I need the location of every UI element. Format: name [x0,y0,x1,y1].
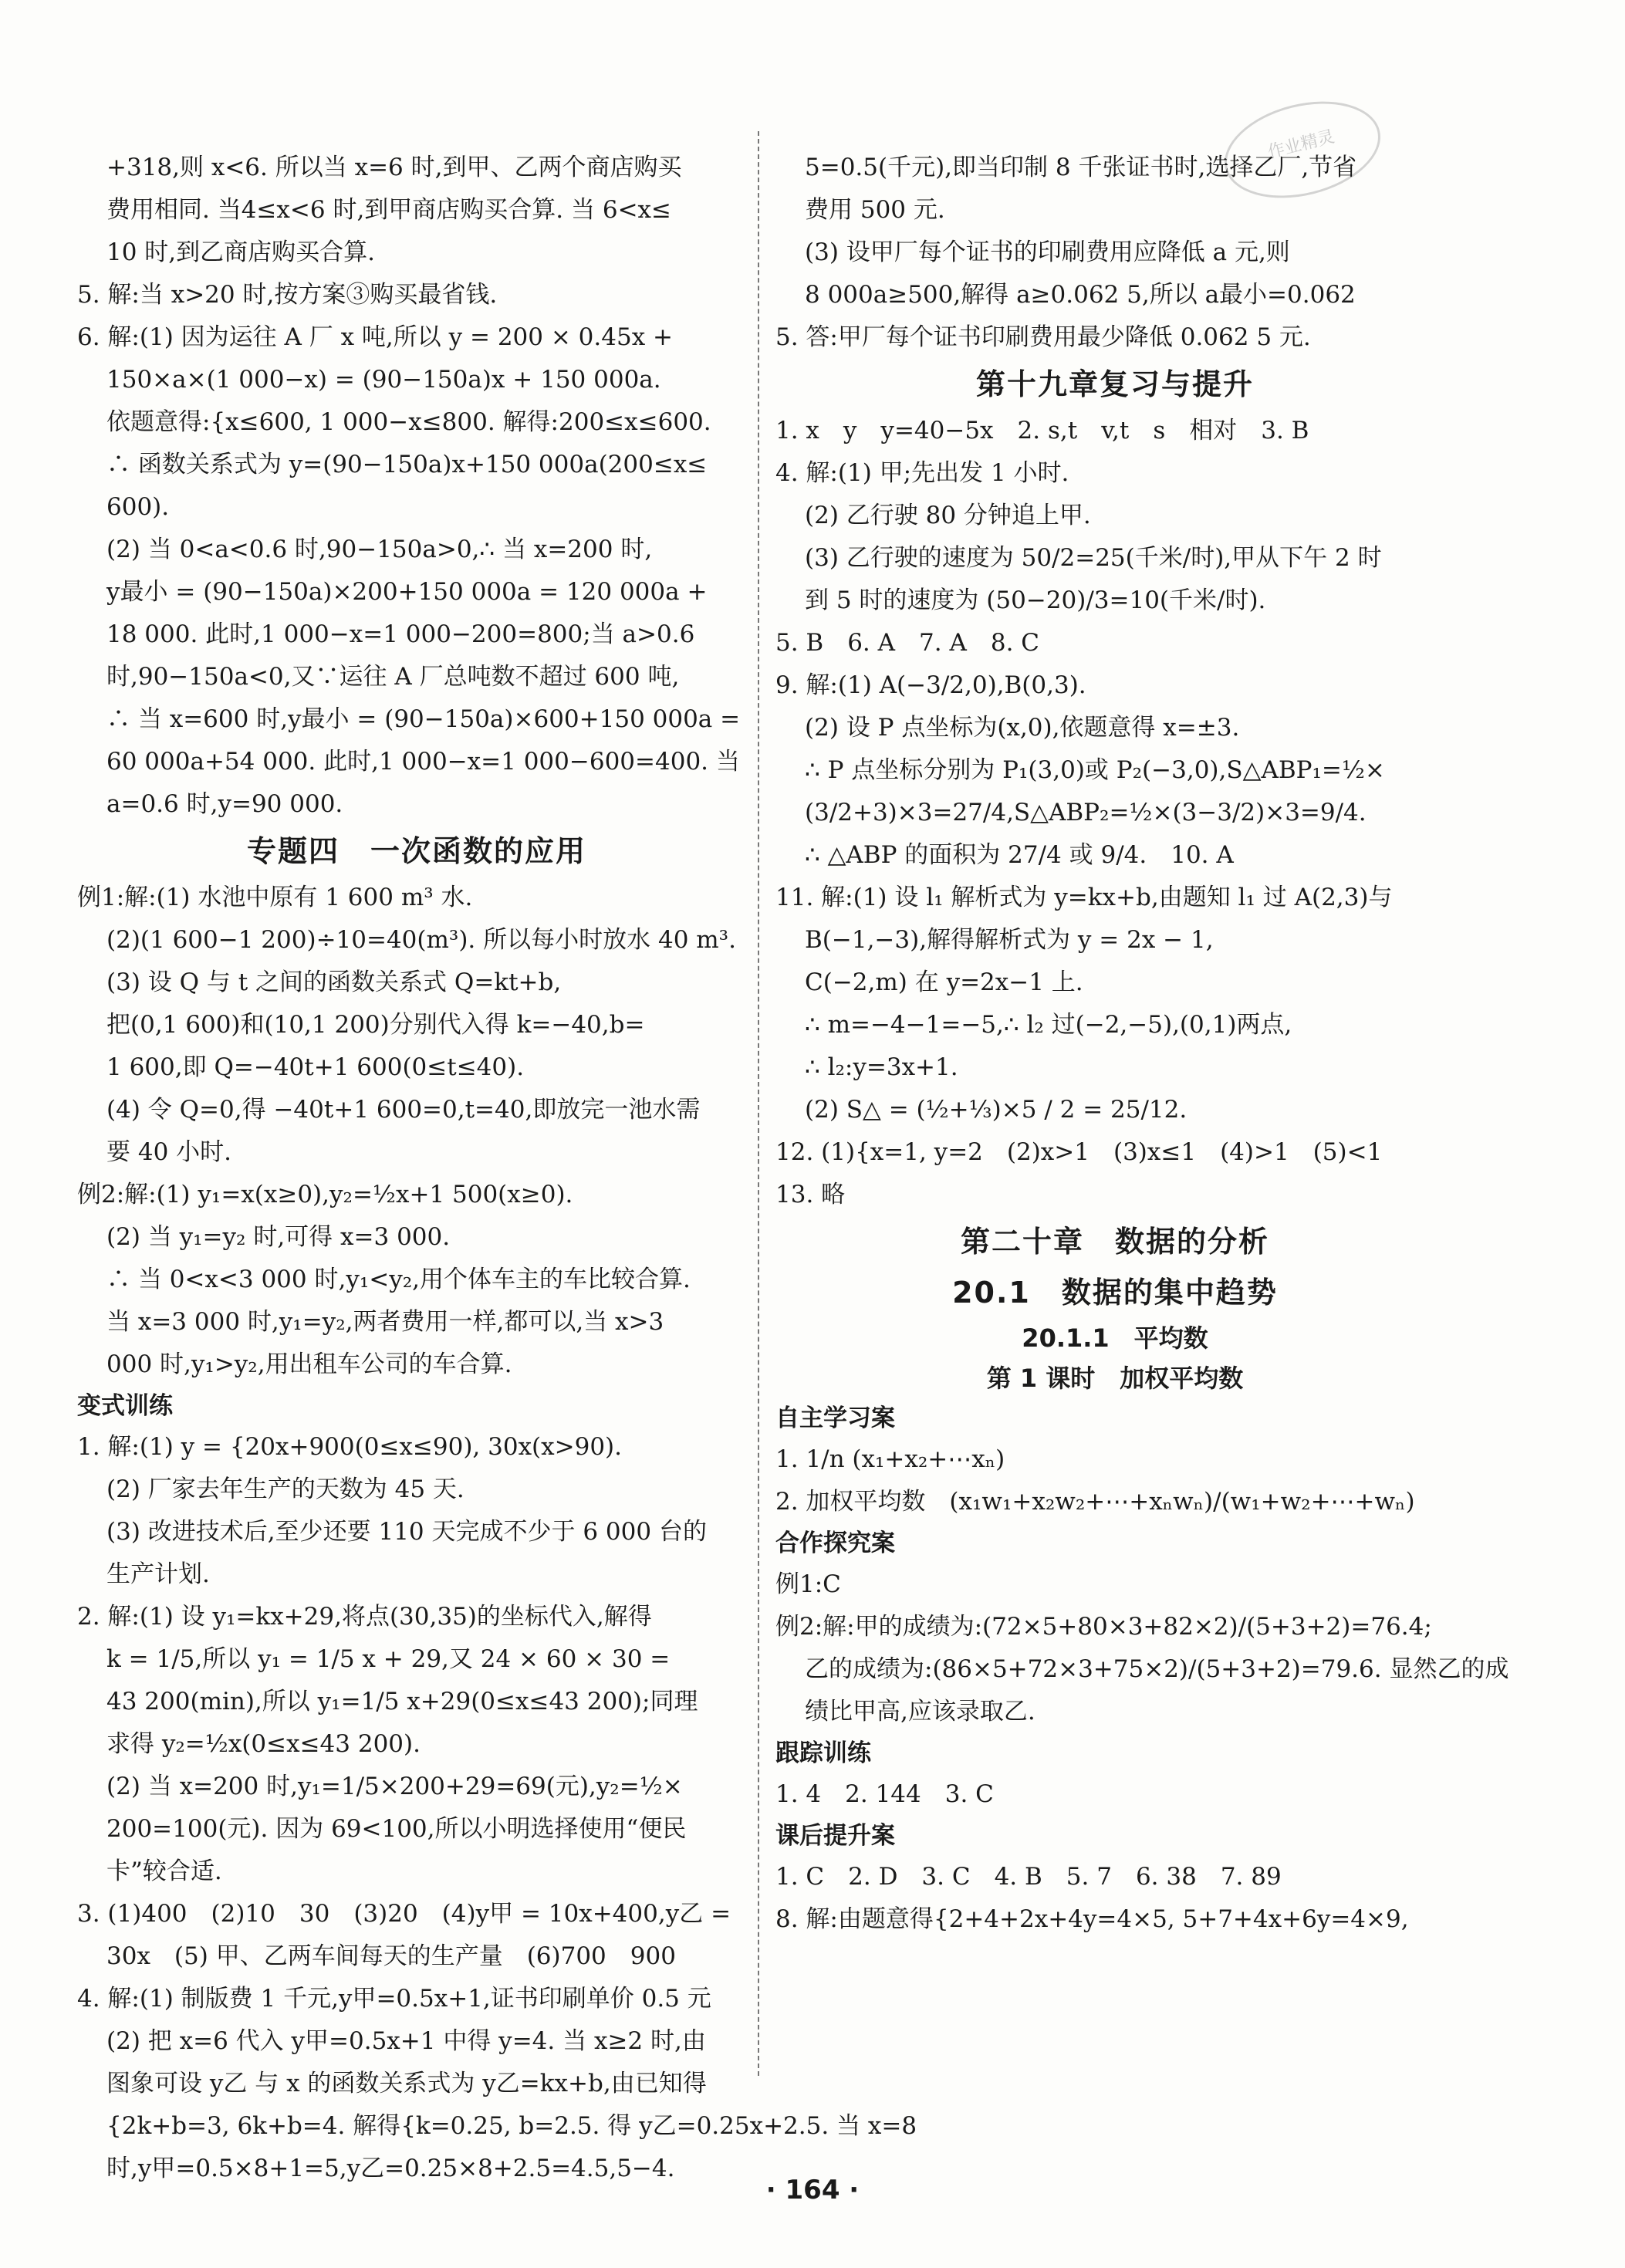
right-line-1: 费用 500 元. [805,196,945,224]
left-line-34: 2. 解:(1) 设 y₁=kx+29,将点(30,35)的坐标代入,解得 [77,1603,652,1631]
left-line-31: (2) 厂家去年生产的天数为 45 天. [106,1475,465,1503]
left-line-11: 18 000. 此时,1 000−x=1 000−200=800;当 a>0.6 [106,620,695,648]
right-line-40: 1. C 2. D 3. C 4. B 5. 7 6. 38 7. 89 [775,1863,1282,1891]
right-line-35: 乙的成绩为:(86×5+72×3+75×2)/(5+3+2)=79.6. 显然乙的成 [805,1655,1509,1683]
left-line-20: 把(0,1 600)和(10,1 200)分别代入得 k=−40,b= [106,1011,645,1039]
right-line-16: ∴ △ABP 的面积为 27/4 或 9/4. 10. A [805,841,1234,869]
right-line-24: 13. 略 [775,1181,846,1208]
left-line-2: 10 时,到乙商店购买合算. [106,238,376,266]
left-line-7: ∴ 函数关系式为 y=(90−150a)x+150 000a(200≤x≤ [106,451,708,478]
left-line-3: 5. 解:当 x>20 时,按方案③购买最省钱. [77,281,498,309]
left-line-24: 例2:解:(1) y₁=x(x≥0),y₂=½x+1 500(x≥0). [77,1181,573,1208]
subsection-title: 第 1 课时 加权平均数 [986,1364,1244,1393]
left-line-23: 要 40 小时. [106,1138,232,1166]
left-line-40: 卡”较合适. [106,1857,222,1885]
left-line-4: 6. 解:(1) 因为运往 A 厂 x 吨,所以 y = 200 × 0.45x + [77,323,674,351]
page-number: · 164 · [765,2175,860,2205]
subsection-title: 20.1.1 平均数 [1022,1323,1208,1353]
right-line-15: (3/2+3)×3=27/4,S△ABP₂=½×(3−3/2)×3=9/4. [805,799,1367,826]
right-line-19: C(−2,m) 在 y=2x−1 上. [805,968,1083,996]
exercise-heading: 合作探究案 [775,1529,895,1557]
left-line-17: 例1:解:(1) 水池中原有 1 600 m³ 水. [77,884,473,911]
left-line-6: 依题意得:{x≤600, 1 000−x≤800. 解得:200≤x≤600. [106,408,711,436]
right-line-30: 1. 1/n (x₁+x₂+⋯xₙ) [775,1445,1005,1473]
left-line-12: 时,90−150a<0,又∵运往 A 厂总吨数不超过 600 吨, [106,663,680,691]
left-line-47: 时,y甲=0.5×8+1=5,y乙=0.25×8+2.5=4.5,5−4. [106,2155,675,2182]
right-line-2: (3) 设甲厂每个证书的印刷费用应降低 a 元,则 [805,238,1290,266]
left-line-43: 4. 解:(1) 制版费 1 千元,y甲=0.5x+1,证书印刷单价 0.5 元 [77,1985,711,2013]
left-line-35: k = 1/5,所以 y₁ = 1/5 x + 29,又 24 × 60 × 30 = [106,1645,671,1673]
right-line-4: 5. 答:甲厂每个证书印刷费用最少降低 0.062 5 元. [775,323,1311,351]
left-line-44: (2) 把 x=6 代入 y甲=0.5x+1 中得 y=4. 当 x≥2 时,由 [106,2027,706,2055]
left-line-5: 150×a×(1 000−x) = (90−150a)x + 150 000a. [106,366,661,394]
right-line-18: B(−1,−3),解得解析式为 y = 2x − 1, [805,926,1214,954]
watermark-text: 作业精灵 [1265,127,1337,163]
left-line-27: 当 x=3 000 时,y₁=y₂,两者费用一样,都可以,当 x>3 [106,1308,664,1336]
left-line-38: (2) 当 x=200 时,y₁=1/5×200+29=69(元),y₂=½× [106,1773,683,1800]
left-line-45: 图象可设 y乙 与 x 的函数关系式为 y乙=kx+b,由已知得 [106,2070,707,2097]
left-line-32: (3) 改进技术后,至少还要 110 天完成不少于 6 000 台的 [106,1518,707,1546]
section-title: 第二十章 数据的分析 [960,1225,1269,1259]
right-line-20: ∴ m=−4−1=−5,∴ l₂ 过(−2,−5),(0,1)两点, [805,1011,1292,1039]
exercise-heading: 课后提升案 [775,1822,895,1850]
left-line-41: 3. (1)400 (2)10 30 (3)20 (4)y甲 = 10x+400,y乙 = [77,1900,731,1928]
right-line-9: (3) 乙行驶的速度为 50/2=25(千米/时),甲从下午 2 时 [805,544,1382,572]
right-line-31: 2. 加权平均数 (x₁w₁+x₂w₂+⋯+xₙwₙ)/(w₁+w₂+⋯+wₙ) [775,1488,1415,1516]
left-line-39: 200=100(元). 因为 69<100,所以小明选择使用“便民 [106,1815,687,1843]
right-line-36: 绩比甲高,应该录取乙. [805,1698,1035,1726]
left-line-18: (2)(1 600−1 200)÷10=40(m³). 所以每小时放水 40 m³. [106,926,736,954]
right-line-0: 5=0.5(千元),即当印制 8 千张证书时,选择乙厂,节省 [805,154,1357,181]
left-line-22: (4) 令 Q=0,得 −40t+1 600=0,t=40,即放完一池水需 [106,1096,701,1124]
left-line-37: 求得 y₂=½x(0≤x≤43 200). [106,1730,421,1758]
left-line-28: 000 时,y₁>y₂,用出租车公司的车合算. [106,1350,512,1378]
exercise-heading: 跟踪训练 [775,1739,871,1767]
right-line-23: 12. (1){x=1, y=2 (2)x>1 (3)x≤1 (4)>1 (5)<1 [775,1138,1383,1166]
right-line-6: 1. x y y=40−5x 2. s,t v,t s 相对 3. B [775,417,1309,444]
left-line-25: (2) 当 y₁=y₂ 时,可得 x=3 000. [106,1223,451,1251]
right-line-34: 例2:解:甲的成绩为:(72×5+80×3+82×2)/(5+3+2)=76.4; [775,1613,1432,1641]
exercise-heading: 变式训练 [77,1392,173,1420]
left-line-14: 60 000a+54 000. 此时,1 000−x=1 000−600=400. 当 [106,748,740,776]
right-line-41: 8. 解:由题意得{2+4+2x+4y=4×5, 5+7+4x+6y=4×9, [775,1905,1409,1933]
right-line-7: 4. 解:(1) 甲;先出发 1 小时. [775,459,1069,487]
right-line-33: 例1:C [775,1570,841,1598]
left-line-9: (2) 当 0<a<0.6 时,90−150a>0,∴ 当 x=200 时, [106,536,653,563]
exercise-heading: 自主学习案 [775,1404,895,1432]
column-divider [758,131,759,2076]
right-line-12: 9. 解:(1) A(−3/2,0),B(0,3). [775,671,1086,699]
left-line-10: y最小 = (90−150a)×200+150 000a = 120 000a + [106,578,708,606]
left-line-8: 600). [106,493,170,521]
section-title: 专题四 一次函数的应用 [246,834,586,868]
left-line-30: 1. 解:(1) y = {20x+900(0≤x≤90), 30x(x>90). [77,1433,623,1461]
left-line-36: 43 200(min),所以 y₁=1/5 x+29(0≤x≤43 200);同理 [106,1688,698,1715]
left-line-15: a=0.6 时,y=90 000. [106,790,343,818]
right-line-11: 5. B 6. A 7. A 8. C [775,629,1039,657]
left-line-19: (3) 设 Q 与 t 之间的函数关系式 Q=kt+b, [106,968,562,996]
left-line-1: 费用相同. 当4≤x<6 时,到甲商店购买合算. 当 6<x≤ [106,196,672,224]
left-line-26: ∴ 当 0<x<3 000 时,y₁<y₂,用个体车主的车比较合算. [106,1266,691,1293]
section-title: 第十九章复习与提升 [975,367,1254,401]
left-line-0: +318,则 x<6. 所以当 x=6 时,到甲、乙两个商店购买 [106,154,682,181]
right-line-38: 1. 4 2. 144 3. C [775,1780,994,1808]
right-line-10: 到 5 时的速度为 (50−20)/3=10(千米/时). [805,586,1266,614]
right-line-13: (2) 设 P 点坐标为(x,0),依题意得 x=±3. [805,714,1240,742]
section-title: 20.1 数据的集中趋势 [952,1276,1278,1310]
left-line-33: 生产计划. [106,1560,210,1588]
right-line-14: ∴ P 点坐标分别为 P₁(3,0)或 P₂(−3,0),S△ABP₁=½× [805,756,1385,784]
right-column [775,147,1509,1941]
left-line-13: ∴ 当 x=600 时,y最小 = (90−150a)×600+150 000a = [106,705,741,733]
left-line-46: {2k+b=3, 6k+b=4. 解得{k=0.25, b=2.5. 得 y乙=0.25x+2.5. 当 x=8 [106,2112,917,2140]
right-line-3: 8 000a≥500,解得 a≥0.062 5,所以 a最小=0.062 [805,281,1356,309]
right-line-21: ∴ l₂:y=3x+1. [805,1053,958,1081]
left-line-21: 1 600,即 Q=−40t+1 600(0≤t≤40). [106,1053,525,1081]
left-line-42: 30x (5) 甲、乙两车间每天的生产量 (6)700 900 [106,1942,676,1970]
right-line-8: (2) 乙行驶 80 分钟追上甲. [805,502,1091,529]
right-line-22: (2) S△ = (½+⅓)×5 / 2 = 25/12. [805,1096,1188,1124]
right-line-17: 11. 解:(1) 设 l₁ 解析式为 y=kx+b,由题知 l₁ 过 A(2,3)与 [775,884,1393,911]
